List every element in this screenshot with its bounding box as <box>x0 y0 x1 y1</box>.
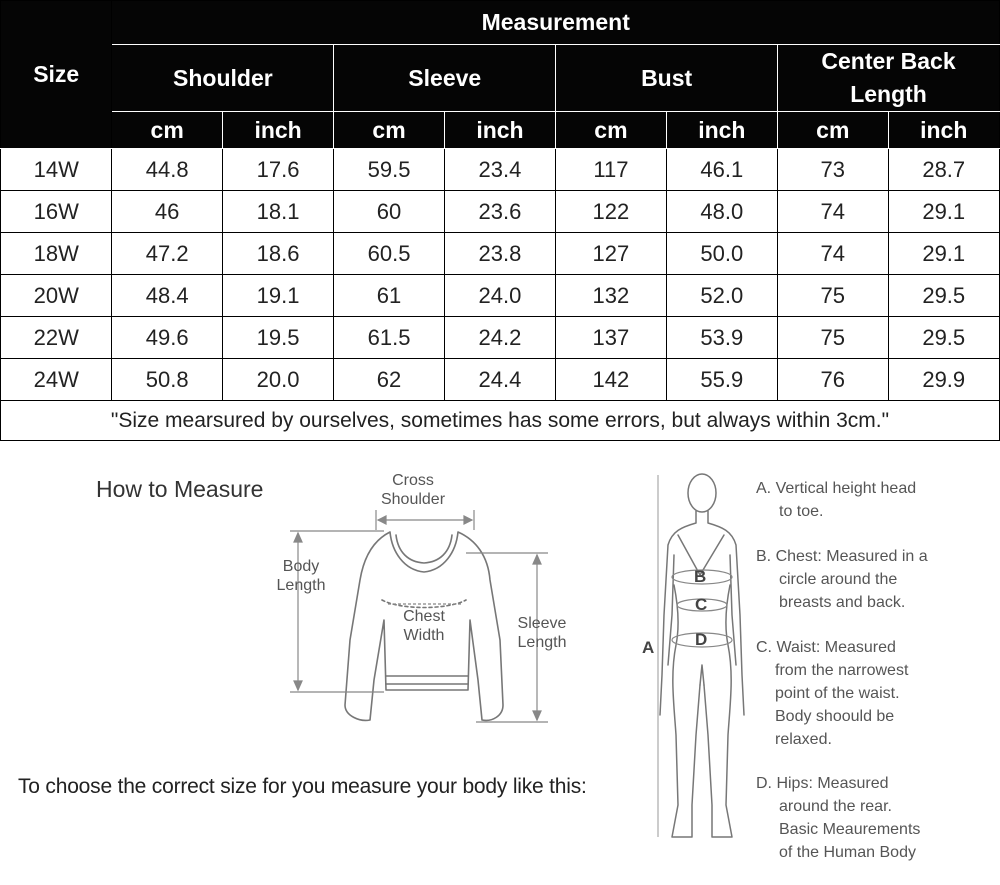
measurement-cell: 19.5 <box>222 317 333 359</box>
measurement-cell: 29.5 <box>888 275 1000 317</box>
body-figure-illustration <box>630 465 750 845</box>
legend-b-rest: circle around the breasts and back. <box>779 571 906 611</box>
measurement-cell: 132 <box>556 275 666 317</box>
measurement-cell: 76 <box>778 359 888 401</box>
measurement-cell: 60.5 <box>334 233 444 275</box>
measurement-note: "Size mearsured by ourselves, sometimes has some errors, but always within 3cm." <box>1 401 1000 441</box>
unit-header: inch <box>444 112 555 149</box>
measurement-cell: 59.5 <box>334 149 444 191</box>
unit-header: inch <box>222 112 333 149</box>
size-row <box>1 191 1000 233</box>
legend-item-b <box>756 545 996 614</box>
measurement-cell: 73 <box>778 149 888 191</box>
measurement-cell: 23.8 <box>444 233 555 275</box>
measurement-cell: 142 <box>556 359 666 401</box>
measurement-cell: 44.8 <box>112 149 222 191</box>
unit-header: cm <box>112 112 222 149</box>
measurement-cell: 61.5 <box>334 317 444 359</box>
size-row <box>1 275 1000 317</box>
legend-c-rest: from the narrowest point of the waist. Body shoould be relaxed. <box>775 662 909 748</box>
measurement-cell: 74 <box>778 233 888 275</box>
measurement-cell: 18.6 <box>222 233 333 275</box>
legend-b-first: B. Chest: Measured in a <box>756 548 928 565</box>
size-cell: 20W <box>1 275 112 317</box>
measurement-cell: 49.6 <box>112 317 222 359</box>
legend-d-rest: around the rear. Basic Meaurements of the Human Body <box>779 798 921 861</box>
unit-header: inch <box>888 112 1000 149</box>
size-header: Size <box>1 1 112 149</box>
group-header-bust: Bust <box>556 45 778 112</box>
measurement-cell: 48.4 <box>112 275 222 317</box>
size-row <box>1 359 1000 401</box>
measurement-cell: 62 <box>334 359 444 401</box>
measurement-cell: 29.1 <box>888 233 1000 275</box>
size-row <box>1 149 1000 191</box>
measurement-cell: 127 <box>556 233 666 275</box>
group-header-shoulder: Shoulder <box>112 45 334 112</box>
marker-d: D <box>695 630 708 649</box>
group-header-center-back-length: Center Back Length <box>778 45 1000 112</box>
measurement-cell: 61 <box>334 275 444 317</box>
measurement-cell: 53.9 <box>666 317 777 359</box>
legend-item-a <box>756 477 996 523</box>
measurement-cell: 29.5 <box>888 317 1000 359</box>
measurement-cell: 50.8 <box>112 359 222 401</box>
cross-shoulder-label: Cross Shoulder <box>380 472 446 508</box>
legend-d-first: D. Hips: Measured <box>756 775 889 792</box>
measurement-cell: 24.4 <box>444 359 555 401</box>
measurement-cell: 28.7 <box>888 149 1000 191</box>
size-chart-table <box>0 0 1000 441</box>
measurement-cell: 17.6 <box>222 149 333 191</box>
legend-a-rest: to toe. <box>779 503 824 520</box>
measurement-cell: 29.9 <box>888 359 1000 401</box>
measurement-cell: 55.9 <box>666 359 777 401</box>
measurement-cell: 46 <box>112 191 222 233</box>
measurement-cell: 122 <box>556 191 666 233</box>
measurement-cell: 47.2 <box>112 233 222 275</box>
measurement-cell: 23.4 <box>444 149 555 191</box>
legend-item-c <box>756 636 996 751</box>
measurement-cell: 50.0 <box>666 233 777 275</box>
size-cell: 24W <box>1 359 112 401</box>
choose-size-instruction: To choose the correct size for you measure your body like this: <box>18 775 587 798</box>
measurement-cell: 75 <box>778 275 888 317</box>
marker-b: B <box>694 567 707 586</box>
size-row <box>1 317 1000 359</box>
legend-item-d <box>756 772 996 864</box>
measurement-cell: 20.0 <box>222 359 333 401</box>
measurement-header: Measurement <box>112 1 1000 45</box>
legend-a-first: A. Vertical height head <box>756 480 917 497</box>
sweater-measure-illustration <box>0 455 600 755</box>
measurement-cell: 19.1 <box>222 275 333 317</box>
unit-header: inch <box>666 112 777 149</box>
measurement-cell: 75 <box>778 317 888 359</box>
measurement-cell: 137 <box>556 317 666 359</box>
measurement-cell: 52.0 <box>666 275 777 317</box>
unit-header: cm <box>556 112 666 149</box>
marker-a: A <box>642 638 655 657</box>
measurement-cell: 23.6 <box>444 191 555 233</box>
size-cell: 22W <box>1 317 112 359</box>
unit-header: cm <box>334 112 444 149</box>
measurement-cell: 74 <box>778 191 888 233</box>
unit-header: cm <box>778 112 888 149</box>
marker-c: C <box>695 595 708 614</box>
measurement-cell: 24.2 <box>444 317 555 359</box>
size-cell: 16W <box>1 191 112 233</box>
measurement-cell: 60 <box>334 191 444 233</box>
measurement-cell: 48.0 <box>666 191 777 233</box>
measurement-cell: 18.1 <box>222 191 333 233</box>
size-cell: 18W <box>1 233 112 275</box>
legend-c-first: C. Waist: Measured <box>756 639 896 656</box>
how-to-measure-title: How to Measure <box>96 476 264 502</box>
size-cell: 14W <box>1 149 112 191</box>
chest-width-label: Chest Width <box>403 608 445 644</box>
measurement-cell: 46.1 <box>666 149 777 191</box>
measurement-cell: 24.0 <box>444 275 555 317</box>
group-header-sleeve: Sleeve <box>334 45 556 112</box>
size-row <box>1 233 1000 275</box>
measurement-cell: 29.1 <box>888 191 1000 233</box>
measurement-cell: 117 <box>556 149 666 191</box>
sleeve-length-label: Sleeve Length <box>517 615 567 651</box>
body-length-label: Body Length <box>276 558 326 594</box>
